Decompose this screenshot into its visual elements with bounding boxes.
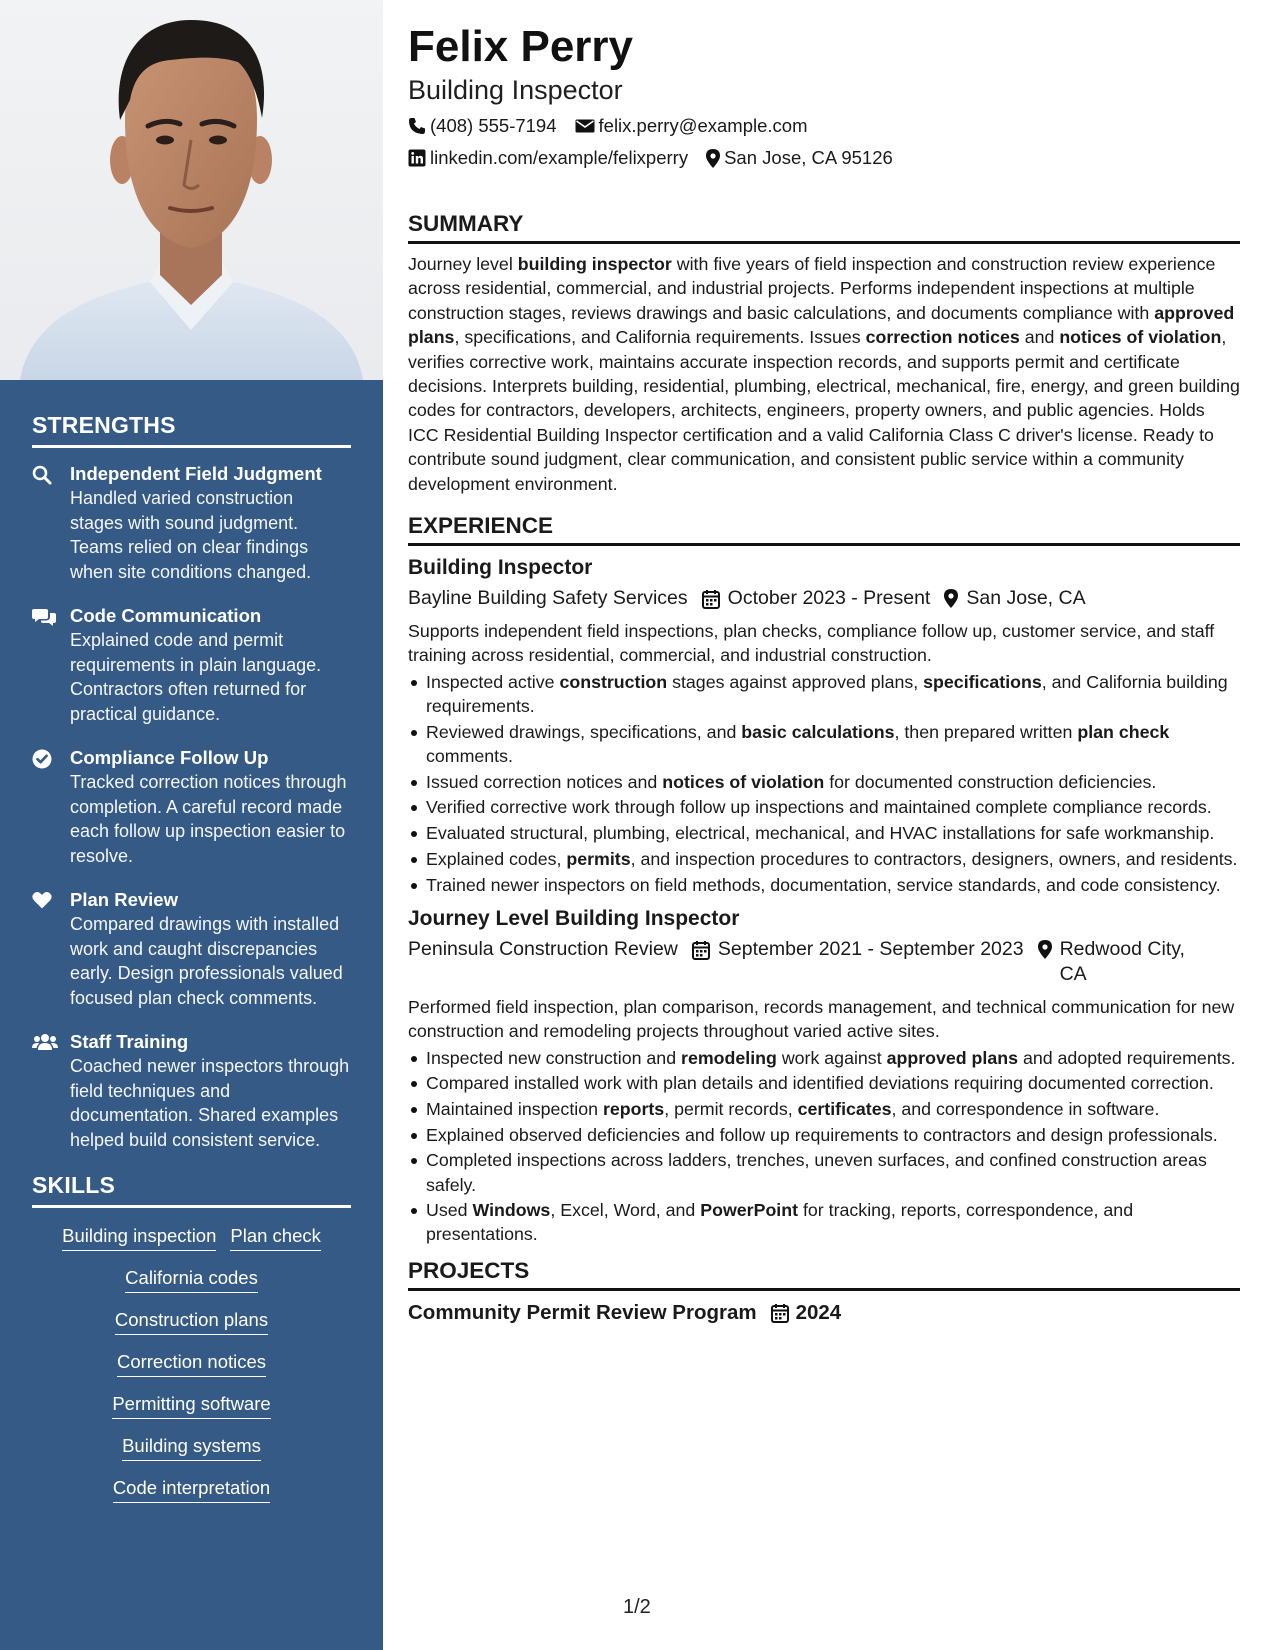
bullet-item: Used Windows, Excel, Word, and PowerPoint for tracking, reports, correspondence, and presentations. — [408, 1198, 1240, 1246]
emphasis-text: remodeling — [681, 1047, 777, 1068]
emphasis-text: specifications — [923, 671, 1042, 692]
job-meta — [408, 586, 1240, 611]
job-location-text: Redwood City, CA — [1059, 937, 1185, 985]
job-dates-text: October 2023 - Present — [727, 587, 931, 610]
strength-item — [32, 888, 351, 1010]
summary-text: Journey level building inspector with five years of field inspection and construction review experience across residential, commercial, and industrial projects. Performs independent inspections at multiple construction stages, reviews drawings and basic calculations, and documents compliance with approved plans, specifications, and California requirements. Issues correction notices and notices of violation, verifies corrective work, maintains accurate inspection records, and supports permit and certificate decisions. Interprets building, residential, plumbing, electrical, mechanical, fire, energy, and green building codes for contractors, developers, architects, engineers, property owners, and public agencies. Holds ICC Residential Building Inspector certification and a valid California Class C driver's license. Ready to contribute sound judgment, clear communication, and consistent public service within a community development environment. — [408, 254, 1240, 494]
calendar-icon — [692, 940, 710, 960]
job-entry — [408, 554, 1240, 897]
envelope-icon — [575, 118, 595, 134]
sidebar — [0, 0, 383, 1650]
strength-title: Independent Field Judgment — [70, 463, 322, 484]
emphasis-text: reports — [602, 1098, 665, 1119]
job-title: Building Inspector — [408, 556, 593, 580]
strength-title: Plan Review — [70, 889, 178, 910]
email-text: felix.perry@example.com — [598, 115, 808, 136]
bullet-item: Reviewed drawings, specifications, and basic calculations, then prepared written plan check comments. — [408, 720, 1240, 768]
skill-tag: Building systems — [122, 1434, 261, 1461]
experience-heading: EXPERIENCE — [408, 512, 1240, 546]
users-icon — [32, 1030, 70, 1152]
summary-section — [408, 210, 1240, 496]
emphasis-text: approved plans — [886, 1047, 1018, 1068]
job-bullets — [408, 670, 1240, 897]
job-location — [1038, 937, 1215, 987]
portrait-illustration — [0, 0, 383, 380]
summary-heading: SUMMARY — [408, 210, 1240, 244]
emphasis-text: permits — [566, 848, 631, 869]
emphasis-text: notices of violation — [662, 771, 825, 792]
calendar-icon — [771, 1303, 789, 1323]
bullet-item: Trained newer inspectors on field methods, documentation, service standards, and code consistency. — [408, 873, 1240, 897]
emphasis-text: certificates — [797, 1098, 892, 1119]
strength-desc: Compared drawings with installed work and caught discrepancies early. Design professionals valued focused plan check comments. — [70, 914, 343, 1008]
projects-section — [408, 1257, 1240, 1327]
profile-photo — [0, 0, 383, 380]
comments-icon — [32, 604, 70, 726]
emphasis-text: approved plans — [408, 302, 1235, 348]
project-year: 2024 — [795, 1300, 842, 1324]
skill-tag: Permitting software — [112, 1392, 270, 1419]
bullet-item: Maintained inspection reports, permit records, certificates, and correspondence in software. — [408, 1097, 1240, 1121]
sidebar-content — [32, 412, 351, 1503]
job-description: Performed field inspection, plan comparison, records management, and technical communication for new construction and remodeling projects throughout varied active sites. — [408, 996, 1235, 1042]
skill-tag: Plan check — [230, 1224, 321, 1251]
phone-icon — [408, 117, 426, 135]
skill-tag: Construction plans — [115, 1308, 268, 1335]
location-contact — [706, 146, 893, 170]
job-title: Journey Level Building Inspector — [408, 906, 740, 930]
job-dates — [702, 586, 931, 611]
contact-row — [408, 114, 1240, 138]
skill-tag: California codes — [125, 1266, 258, 1293]
emphasis-text: PowerPoint — [700, 1200, 799, 1221]
candidate-role: Building Inspector — [408, 75, 623, 105]
bullet-item: Evaluated structural, plumbing, electrical, mechanical, and HVAC installations for safe workmanship. — [408, 821, 1240, 845]
strength-desc: Explained code and permit requirements in plain language. Contractors often returned for practical guidance. — [70, 630, 322, 724]
job-dates-text: September 2021 - September 2023 — [717, 937, 1024, 960]
bullet-item: Inspected active construction stages against approved plans, specifications, and California building requirements. — [408, 670, 1240, 718]
strength-item — [32, 746, 351, 868]
bullet-item: Issued correction notices and notices of violation for documented construction deficiencies. — [408, 770, 1240, 794]
emphasis-text: plan check — [1077, 721, 1170, 742]
page-number: 1/2 — [623, 1596, 651, 1618]
strength-item — [32, 462, 351, 584]
main-content — [408, 20, 1240, 1327]
job-location-text: San Jose, CA — [966, 587, 1086, 610]
skills-list — [32, 1222, 351, 1503]
contact-row — [408, 146, 1240, 170]
strengths-heading: STRENGTHS — [32, 412, 351, 448]
strength-item — [32, 1030, 351, 1152]
heart-icon — [32, 888, 70, 1010]
job-location — [944, 586, 1085, 611]
linkedin-icon — [408, 149, 426, 167]
job-entry — [408, 905, 1240, 1247]
job-bullets — [408, 1046, 1240, 1247]
linkedin-contact[interactable] — [408, 146, 688, 170]
company-name: Bayline Building Safety Services — [408, 587, 688, 610]
linkedin-text: linkedin.com/example/felixperry — [430, 147, 689, 168]
emphasis-text: Windows — [472, 1200, 551, 1221]
strength-desc: Handled varied construction stages with sound judgment. Teams relied on clear findings when site conditions changed. — [70, 488, 312, 582]
bullet-item: Explained codes, permits, and inspection procedures to contractors, designers, owners, and residents. — [408, 847, 1240, 871]
emphasis-text: correction notices — [865, 327, 1020, 348]
strength-desc: Tracked correction notices through completion. A careful record made each follow up inspection easier to resolve. — [70, 772, 347, 866]
map-marker-icon — [1038, 940, 1052, 959]
strength-title: Compliance Follow Up — [70, 747, 269, 768]
emphasis-text: notices of violation — [1059, 327, 1222, 348]
emphasis-text: basic calculations — [741, 721, 895, 742]
projects-heading: PROJECTS — [408, 1257, 1240, 1291]
job-dates — [692, 937, 1024, 962]
strength-item — [32, 604, 351, 726]
project-entry — [408, 1299, 1240, 1327]
check-circle-icon — [32, 746, 70, 868]
strength-title: Code Communication — [70, 605, 262, 626]
strength-title: Staff Training — [70, 1031, 189, 1052]
calendar-icon — [702, 589, 720, 609]
bullet-item: Compared installed work with plan details and identified deviations requiring documented correction. — [408, 1071, 1240, 1095]
location-text: San Jose, CA 95126 — [724, 147, 893, 168]
project-title: Community Permit Review Program — [408, 1300, 757, 1324]
emphasis-text: building inspector — [517, 254, 672, 274]
skill-tag: Correction notices — [117, 1350, 266, 1377]
bullet-item: Verified corrective work through follow up inspections and maintained complete compliance records. — [408, 795, 1240, 819]
bullet-item: Completed inspections across ladders, trenches, uneven surfaces, and confined construction areas safely. — [408, 1148, 1240, 1196]
map-marker-icon — [944, 589, 958, 608]
job-meta — [408, 937, 1240, 987]
company-name: Peninsula Construction Review — [408, 937, 678, 960]
skill-tag: Code interpretation — [113, 1476, 270, 1503]
phone-text: (408) 555-7194 — [430, 115, 557, 136]
search-icon — [32, 462, 70, 584]
experience-section — [408, 512, 1240, 1247]
email-contact[interactable] — [575, 114, 808, 138]
phone-contact[interactable] — [408, 114, 557, 138]
bullet-item: Inspected new construction and remodeling work against approved plans and adopted requirements. — [408, 1046, 1240, 1070]
strength-desc: Coached newer inspectors through field techniques and documentation. Shared examples helped build consistent service. — [70, 1056, 350, 1150]
skill-tag: Building inspection — [62, 1224, 216, 1251]
candidate-name: Felix Perry — [408, 22, 634, 71]
bullet-item: Explained observed deficiencies and follow up requirements to contractors and design professionals. — [408, 1123, 1240, 1147]
job-description: Supports independent field inspections, plan checks, compliance follow up, customer service, and staff training across residential, commercial, and industrial construction. — [408, 621, 1215, 666]
map-marker-icon — [706, 149, 720, 168]
skills-heading: SKILLS — [32, 1172, 351, 1208]
emphasis-text: construction — [559, 671, 668, 692]
